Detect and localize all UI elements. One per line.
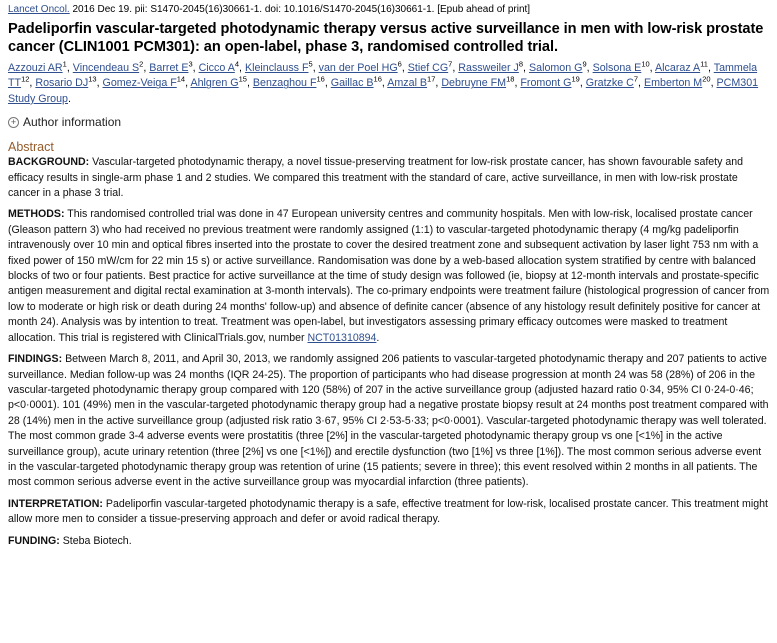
- abstract-interpretation: [8, 497, 770, 528]
- author-link[interactable]: Alcaraz A: [655, 62, 701, 74]
- author-separator: ,: [29, 77, 36, 90]
- affiliation-number: 15: [238, 74, 247, 84]
- affiliation-number: 16: [316, 74, 325, 84]
- author-link[interactable]: Benzaghou F: [252, 77, 317, 90]
- author-link[interactable]: Gomez-Veiga F: [102, 77, 177, 90]
- author-separator: ,: [96, 77, 103, 90]
- author-link[interactable]: Cicco A: [198, 62, 235, 74]
- affiliation-number: 1: [62, 59, 67, 69]
- author-link[interactable]: Barret E: [149, 62, 189, 74]
- affiliation-number: 14: [176, 74, 186, 84]
- author-separator: ,: [185, 77, 191, 90]
- author-list-end: .: [68, 92, 71, 105]
- article-record: [8, 0, 770, 549]
- author-link[interactable]: Gaillac B: [330, 77, 374, 90]
- author-separator: ,: [401, 62, 408, 74]
- author-separator: ,: [514, 77, 521, 90]
- methods-text: This randomised controlled trial was done in 47 European university centres and community hospitals. Men with low-risk, localised prostate cancer (Gleason pattern 3) who had received no previous treatment were randomly assigned (1:1) to vascular-targeted photodynamic therapy (4 mg/kg padeliporfin intravenously over 10 min and optical fibres inserted into the prostate to cover the desired treatment zone and subsequent activation by laser light 753 nm with a fixed power of 150 mW/cm for 22 min 15 s) or active surveillance. Randomisation was done by a web-based allocation system stratified by centre with balanced blocks of two or four patients. Best practice for active surveillance at the time of study design was followed (ie, biopsy at 12-month intervals and prostate-specific antigen measurement and digital rectal examination at 3-month intervals). The co-primary endpoints were treatment failure (histological progression of cancer from low to moderate or high risk or death during 24 months' follow-up) and absence of definite cancer (absence of any histology result definitely positive for cancer at month 24). Analysis was by intention to treat. Treatment was open-label, but investigators assessing primary efficacy outcomes were masked to treatment allocation. This trial is registered with ClinicalTrials.gov, number: [8, 208, 770, 344]
- author-separator: ,: [586, 62, 593, 74]
- author-separator: ,: [381, 77, 388, 90]
- affiliation-number: 5: [308, 59, 313, 69]
- author-link[interactable]: Stief CG: [407, 62, 449, 74]
- author-link[interactable]: Azzouzi AR: [8, 62, 63, 74]
- author-separator: ,: [710, 77, 717, 90]
- plus-icon[interactable]: +: [8, 117, 19, 128]
- findings-text: Between March 8, 2011, and April 30, 2013, we randomly assigned 206 patients to vascular-targeted photodynamic therapy and 207 patients to active surveillance. Median follow-up was 24 months (IQR 24-25). The proportion of participants who had disease progression at month 24 was 58 (28%) of 206 in the vascular-targeted photodynamic therapy group compared with 120 (58%) of 207 in the active surveillance group (adjusted hazard ratio 0·34, 95% CI 0·24-0·46; p<0·0001). 101 (49%) men in the vascular-targeted photodynamic therapy group had a negative prostate biopsy result at 24 months post treatment compared with 28 (14%) men in the active surveillance group (adjusted risk ratio 3·67, 95% CI 2·53-5·33; p<0·0001). Vascular-targeted photodynamic therapy was well tolerated. The most common grade 3-4 adverse events were prostatitis (three [2%] in the vascular-targeted photodynamic therapy group vs one [<1%] in the active surveillance group), acute urinary retention (three [2%] vs one [<1%]) and erectile dysfunction (two [1%] vs three [1%]). The most common serious adverse event in the vascular-targeted photodynamic therapy group was retention of urine (15 patients; severe in three); this event resolved within 2 months in all patients. The most common serious adverse event in the active surveillance group was myocardial infarction (three patients).: [8, 353, 769, 489]
- interpretation-text: Padeliporfin vascular-targeted photodynamic therapy is a safe, effective treatment for low-risk, localised prostate cancer. This treatment might allow more men to consider a tissue-preserving approach and defer or avoid radical therapy.: [8, 497, 768, 526]
- background-label: BACKGROUND:: [8, 156, 90, 169]
- author-separator: ,: [246, 77, 253, 90]
- author-link[interactable]: Rosario DJ: [35, 77, 89, 90]
- abstract-background: [8, 155, 770, 201]
- author-link[interactable]: Solsona E: [592, 62, 642, 74]
- abstract-heading: Abstract: [8, 140, 54, 155]
- author-separator: ,: [239, 62, 245, 74]
- author-separator: ,: [523, 62, 529, 74]
- author-link[interactable]: Ahlgren G: [190, 77, 239, 90]
- author-link[interactable]: Debruyne FM: [441, 77, 507, 90]
- citation-line: [8, 3, 770, 17]
- author-link[interactable]: Tammela TT: [8, 62, 758, 90]
- author-separator: ,: [579, 77, 586, 90]
- author-separator: ,: [66, 62, 73, 74]
- author-link[interactable]: Rassweiler J: [458, 62, 519, 74]
- author-link[interactable]: Amzal B: [387, 77, 428, 90]
- trial-registry-link[interactable]: NCT01310894: [307, 331, 377, 344]
- author-link[interactable]: PCM301 Study Group: [8, 77, 759, 105]
- affiliation-number: 11: [700, 59, 708, 69]
- affiliation-number: 7: [633, 74, 639, 84]
- author-link[interactable]: Gratzke C: [585, 77, 634, 90]
- methods-end: .: [376, 331, 380, 344]
- author-separator: ,: [452, 62, 459, 74]
- abstract-funding: [8, 534, 770, 549]
- affiliation-number: 4: [234, 59, 239, 69]
- abstract-findings: [8, 352, 770, 491]
- affiliation-number: 6: [397, 59, 402, 69]
- author-separator: ,: [707, 62, 714, 74]
- author-link[interactable]: Fromont G: [520, 77, 572, 90]
- author-list: [8, 61, 770, 107]
- funding-text: Steba Biotech.: [59, 534, 132, 547]
- author-separator: ,: [312, 62, 319, 74]
- author-link[interactable]: Salomon G: [529, 62, 583, 74]
- abstract-methods: [8, 207, 770, 346]
- affiliation-number: 19: [571, 74, 580, 84]
- findings-label: FINDINGS:: [8, 353, 63, 366]
- affiliation-number: 3: [188, 59, 193, 69]
- author-link[interactable]: Vincendeau S: [72, 62, 140, 74]
- article-title: Padeliporfin vascular-targeted photodynamic therapy versus active surveillance in men with low-risk prostate cancer (CLIN1001 PCM301): an open-label, phase 3, randomised controlled trial.: [8, 21, 764, 55]
- interpretation-label: INTERPRETATION:: [8, 497, 103, 510]
- author-separator: ,: [324, 77, 331, 90]
- affiliation-number: 2: [139, 59, 144, 69]
- journal-link[interactable]: Lancet Oncol.: [8, 4, 70, 15]
- affiliation-number: 10: [641, 59, 650, 69]
- funding-label: FUNDING:: [8, 534, 60, 547]
- author-information-label: Author information: [23, 115, 122, 130]
- author-link[interactable]: Emberton M: [644, 77, 703, 90]
- background-text: Vascular-targeted photodynamic therapy, a novel tissue-preserving treatment for low-risk prostate cancer, has shown favourable safety and efficacy results in single-arm phase 1 and 2 studies. We compared this treatment with the standard of care, active surveillance, in men with low-risk prostate cancer in a phase 3 trial.: [8, 156, 744, 200]
- citation-details: 2016 Dec 19. pii: S1470-2045(16)30661-1. doi: 10.1016/S1470-2045(16)30661-1. [Epub ahead of print]: [69, 4, 531, 15]
- author-separator: ,: [649, 62, 656, 74]
- affiliation-number: 18: [506, 74, 515, 84]
- author-separator: ,: [435, 77, 442, 90]
- author-separator: ,: [192, 62, 199, 74]
- author-link[interactable]: Kleinclauss F: [244, 62, 309, 74]
- affiliation-number: 20: [702, 74, 711, 84]
- affiliation-number: 12: [21, 74, 30, 84]
- author-information-toggle[interactable]: [8, 113, 770, 131]
- affiliation-number: 8: [518, 59, 524, 69]
- author-separator: ,: [638, 77, 644, 90]
- affiliation-number: 13: [88, 74, 97, 84]
- affiliation-number: 9: [582, 59, 587, 69]
- author-link[interactable]: van der Poel HG: [318, 62, 398, 74]
- methods-label: METHODS:: [8, 208, 65, 221]
- affiliation-number: 16: [373, 74, 382, 84]
- affiliation-number: 7: [448, 59, 453, 69]
- author-separator: ,: [143, 62, 150, 74]
- affiliation-number: 17: [427, 74, 436, 84]
